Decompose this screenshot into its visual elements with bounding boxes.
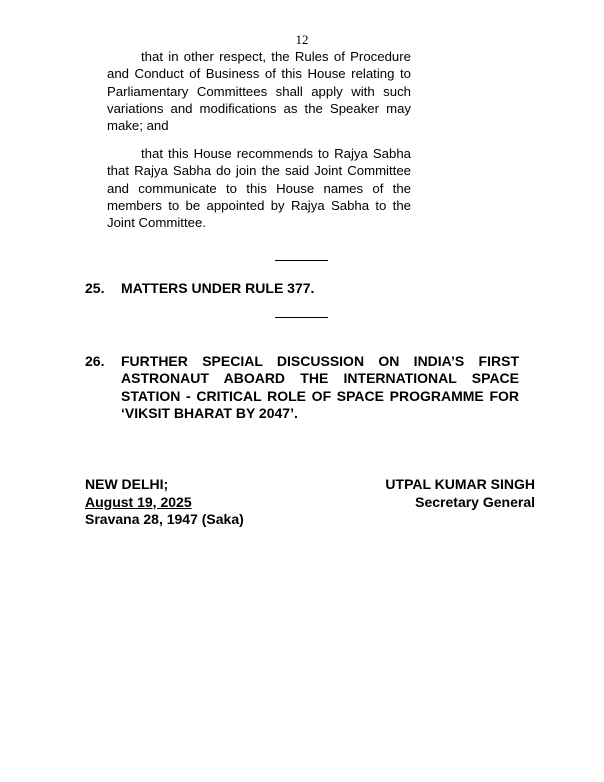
item-heading: FURTHER SPECIAL DISCUSSION ON INDIA’S FIRST ASTRONAUT ABOARD THE INTERNATIONAL SPACE STATION - CRITICAL ROLE OF SPACE PROGRAMME FOR ‘VIKSIT BHARAT BY 2047’. [121, 353, 519, 421]
paragraph-text: that this House recommends to Rajya Sabha that Rajya Sabha do join the said Joint Committee and communicate to this House names of the members to be appointed by Rajya Sabha to the Joint Committee. [107, 146, 411, 231]
signatory-name: UTPAL KUMAR SINGH [385, 476, 535, 492]
paragraph-text: that in other respect, the Rules of Procedure and Conduct of Business of this House relating to Parliamentary Committees shall apply with such variations and modifications as the Speaker may make; and [107, 49, 411, 134]
page-number: 12 [295, 32, 309, 47]
item-heading: MATTERS UNDER RULE 377. [121, 280, 315, 296]
section-divider [275, 260, 328, 261]
date: August 19, 2025 [85, 493, 192, 510]
paragraph-rules-of-procedure [107, 48, 411, 134]
place: NEW DELHI; [85, 476, 169, 492]
item-number: 25. [85, 280, 105, 296]
signature-place-date [85, 476, 244, 529]
signatory-designation: Secretary General [415, 493, 535, 510]
paragraph-rajya-sabha-recommendation [107, 145, 411, 231]
section-divider [275, 317, 328, 318]
saka-date: Sravana 28, 1947 (Saka) [85, 511, 244, 527]
item-number: 26. [85, 353, 105, 369]
signatory-block [370, 476, 535, 511]
